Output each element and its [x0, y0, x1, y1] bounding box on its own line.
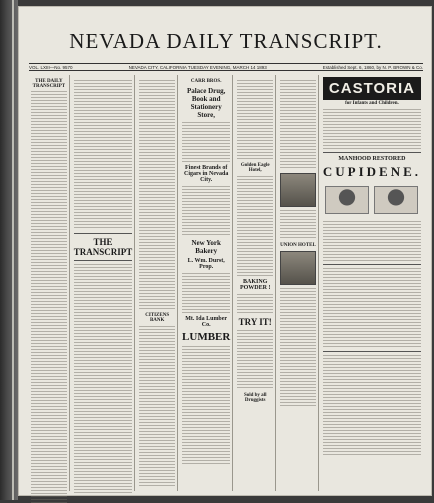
column-6 — [278, 75, 319, 491]
portrait-before-illustration — [325, 186, 369, 214]
sold-by-druggists: Sold by all Druggists — [243, 393, 267, 403]
column-1-header: THE DAILY TRANSCRIPT — [32, 79, 66, 89]
column-6-text-2 — [280, 210, 316, 240]
column-4-text-2 — [182, 186, 230, 236]
column-4-text-4 — [182, 346, 230, 466]
column-7-text-1 — [323, 268, 421, 348]
union-hotel-illustration — [280, 251, 316, 285]
column-2-text-top — [74, 80, 133, 230]
column-4 — [180, 75, 233, 491]
divider — [323, 152, 421, 153]
column-7 — [321, 75, 423, 491]
hotel-illustration — [280, 173, 316, 207]
try-it-ad: TRY IT! — [238, 317, 272, 327]
baking-powder-ad: BAKING POWDER ! — [239, 279, 271, 291]
carr-bros-header: CARR BROS. — [190, 79, 222, 84]
dateline-established: Established Sept. 6, 1860, by N. P. BROWN & Co. — [322, 64, 423, 70]
castoria-ad-text — [323, 109, 421, 149]
dateline-volume: VOL. LXIII—No. 9570 — [29, 64, 73, 70]
divider — [74, 260, 133, 261]
golden-eagle-hotel: Golden Eagle Hotel, — [240, 163, 270, 173]
column-7-text-2 — [323, 355, 421, 455]
masthead — [19, 29, 433, 59]
divider — [74, 233, 133, 234]
dateline-date: NEVADA CITY, CALIFORNIA TUESDAY EVENING, MARCH 14 1893 — [128, 64, 267, 70]
divider — [323, 351, 421, 352]
cigars-ad: Finest Brands of Cigars in Nevada City. — [184, 165, 229, 183]
cupidene-header: CUPIDENE. — [322, 164, 422, 179]
column-6-text-3 — [280, 288, 316, 408]
column-6-text-1 — [280, 80, 316, 170]
bakery-ad: New York Bakery — [191, 239, 221, 255]
column-5 — [235, 75, 276, 491]
union-hotel-header: UNION HOTEL — [280, 243, 316, 248]
column-2 — [72, 75, 136, 491]
manhood-restored-header: MANHOOD RESTORED — [338, 156, 406, 162]
castoria-ad-subtitle: for Infants and Children. — [345, 101, 399, 106]
masthead-title: NEVADA DAILY TRANSCRIPT. — [69, 29, 383, 53]
bakery-name: L. Wm. Durst, Prop. — [187, 258, 225, 270]
column-2-text-bottom — [74, 264, 133, 494]
dateline — [29, 63, 423, 71]
column-1-text — [31, 91, 67, 503]
column-1 — [29, 75, 70, 491]
column-3 — [137, 75, 178, 491]
divider — [323, 264, 421, 265]
column-3-text-bottom — [139, 326, 175, 486]
castoria-ad-title: CASTORIA — [323, 77, 421, 100]
column-3-text-top — [139, 80, 175, 310]
column-5-text-1 — [237, 80, 273, 160]
portrait-after-illustration — [374, 186, 418, 214]
citizens-bank-header: CITIZENS BANK — [145, 313, 170, 323]
column-5-text-3 — [237, 294, 273, 314]
lumber-ad: LUMBER — [182, 331, 231, 343]
transcript-box: THE TRANSCRIPT — [73, 237, 133, 257]
newspaper-page — [18, 6, 432, 496]
portrait-row — [323, 182, 421, 218]
binding-edge — [0, 0, 18, 500]
column-4-text-1 — [182, 122, 230, 162]
palace-drug-ad: Palace Drug, Book and Stationery Store, — [186, 87, 226, 119]
lumber-company: Mt. Ida Lumber Co. — [185, 316, 228, 328]
column-5-text-4 — [237, 330, 273, 390]
column-5-text-2 — [237, 176, 273, 276]
cupidene-ad-text — [323, 221, 421, 261]
columns — [29, 75, 423, 491]
column-4-text-3 — [182, 273, 230, 313]
